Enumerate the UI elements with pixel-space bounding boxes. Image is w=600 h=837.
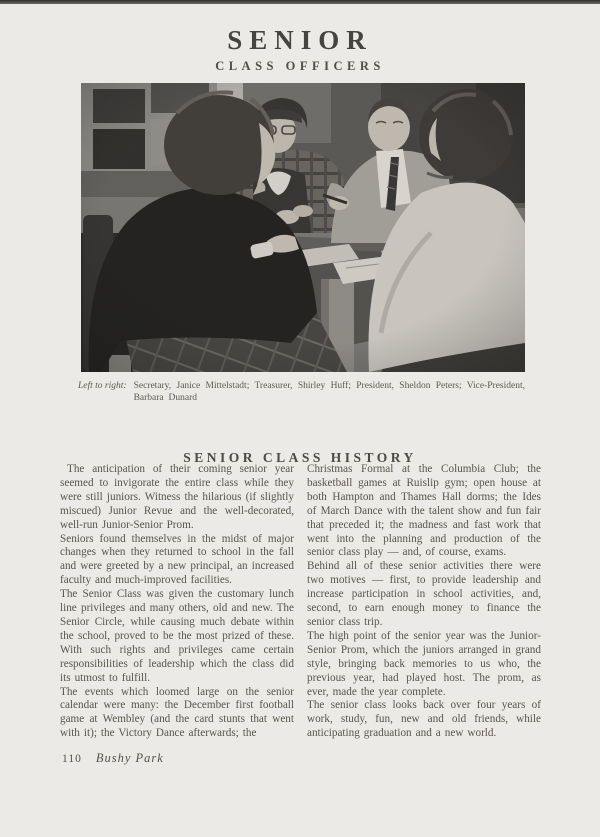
paragraph: Seniors found themselves in the midst of major changes when they returned to school in the fall and were greeted by a new principal, an increased faculty and much-improved facilities. — [60, 532, 294, 587]
page-number: 110 — [62, 753, 82, 765]
section-subtitle: CLASS OFFICERS — [215, 59, 385, 74]
photo-caption — [78, 381, 525, 404]
page-title: SENIOR — [227, 25, 373, 56]
paragraph: The senior class looks back over four years of work, study, fun, new and old friends, while anticipating graduation and a new world. — [307, 699, 541, 740]
history-right-column — [307, 463, 541, 741]
paragraph: The Senior Class was given the customary lunch line privileges and many others, old and new. The Senior Circle, while causing much debate within the school, proved to be the most prized of these. With such rights and privileges came certain responsibilities of leadership which the class did its utmost to fulfill. — [60, 588, 294, 684]
paragraph: Christmas Formal at the Columbia Club; the basketball games at Ruislip gym; open house at both Hampton and Thames Hall dorms; the Ides of March Dance with the talent show and fun fair that preceded it; the madness and fast work that went into the planning and production of the senior class play — and, of course, exams. — [307, 463, 541, 559]
paragraph: Behind all of these senior activities there were two motives — first, to provide leadership and increase participation in school activities, and, second, to earn enough money to finance the senior class trip. — [307, 560, 541, 628]
paragraph: The events which loomed large on the senior calendar were many: the December first football game at Wembley (and the card stunts that went with it); the Victory Dance afterwards; the — [60, 685, 294, 740]
photo-caption-text: Secretary, Janice Mittelstadt; Treasurer, Shirley Huff; President, Sheldon Peters; Vice-President, Barbara Dunard — [133, 381, 525, 403]
paragraph: The high point of the senior year was the Junior-Senior Prom, which the juniors arranged in grand style, bringing back memories to us who, the previous year, had played host. The prom, as ever, made the year complete. — [307, 629, 541, 698]
photo-caption-label: Left to right: — [78, 381, 127, 391]
scan-edge-strip — [0, 0, 600, 4]
history-text — [60, 463, 541, 741]
paragraph: The anticipation of their coming senior year seemed to invigorate the entire class while they were still juniors. Witness the hilarious (if slightly miscued) Junior Revue and the well-decorated, well-run Junior-Senior Prom. — [60, 463, 294, 531]
history-left-column — [60, 463, 294, 741]
page-footer — [62, 751, 164, 766]
book-title: Bushy Park — [95, 751, 164, 765]
history-heading: SENIOR CLASS HISTORY — [183, 449, 417, 465]
class-officers-photo — [81, 83, 525, 372]
class-officers-photo-graphic — [81, 83, 525, 372]
